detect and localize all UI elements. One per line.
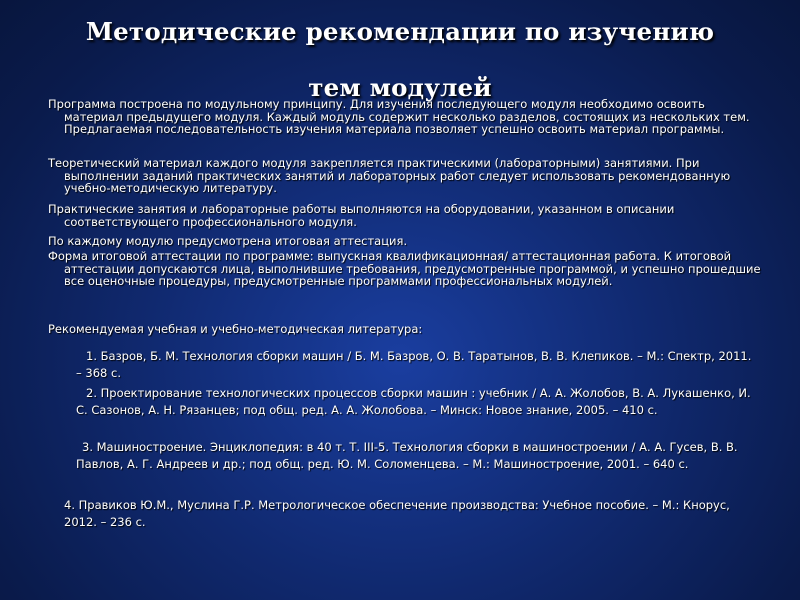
slide-title-line-2: тем модулей: [308, 73, 492, 102]
paragraph-attestation-form: Форма итоговой аттестации по программе: выпускная квалификационная/ аттестационная работа. К итоговой аттестации допускаются лица, выполнившие требования, предусмотренные программой, и успешно прошедшие все оценочные процедуры, предусмотренные программами профессиональных модулей.: [48, 249, 761, 288]
reference-item-2: 2. Проектирование технологических процессов сборки машин : учебник / А. А. Жолобов, В. А. Лукашенко, И. С. Сазонов, А. Н. Рязанцев; под общ. ред. А. А. Жолобова. – Минск: Новое знание, 2005. – 410 с.: [76, 386, 751, 417]
reference-item-4: 4. Правиков Ю.М., Муслина Г.Р. Метрологическое обеспечение производства: Учебное пособие. – М.: Кнорус, 2012. – 236 с.: [64, 498, 730, 529]
reference-item-1: 1. Базров, Б. М. Технология сборки машин / Б. М. Базров, О. В. Таратынов, В. В. Клепиков. – М.: Спектр, 2011. – 368 с.: [76, 349, 752, 380]
paragraph-modular-principle: Программа построена по модульному принципу. Для изучения последующего модуля необходимо освоить материал предыдущего модуля. Каждый модуль содержит несколько разделов, состоящих из нескольких тем. Предлагаемая последовательность изучения материала позволяет успешно освоить материал программы.: [48, 97, 750, 136]
reference-item-3: 3. Машиностроение. Энциклопедия: в 40 т. Т. III-5. Технология сборки в машиностроении / А. А. Гусев, В. В. Павлов, А. Г. Андреев и др.; под общ. ред. Ю. М. Соломенцева. – М.: Машиностроение, 2001. – 640 с.: [76, 440, 738, 471]
paragraph-final-attestation: По каждому модулю предусмотрена итоговая аттестация.: [48, 234, 408, 248]
literature-heading: Рекомендуемая учебная и учебно-методическая литература:: [48, 322, 423, 336]
paragraph-equipment: Практические занятия и лабораторные работы выполняются на оборудовании, указанном в описании соответствующего профессионального модуля.: [48, 202, 675, 229]
paragraph-theory-practice: Теоретический материал каждого модуля закрепляется практическими (лабораторными) занятиями. При выполнении заданий практических занятий и лабораторных работ следует использовать рекомендованную учебно-методическую литературу.: [48, 156, 731, 195]
slide-title-line-1: Методические рекомендации по изучению: [85, 17, 715, 46]
